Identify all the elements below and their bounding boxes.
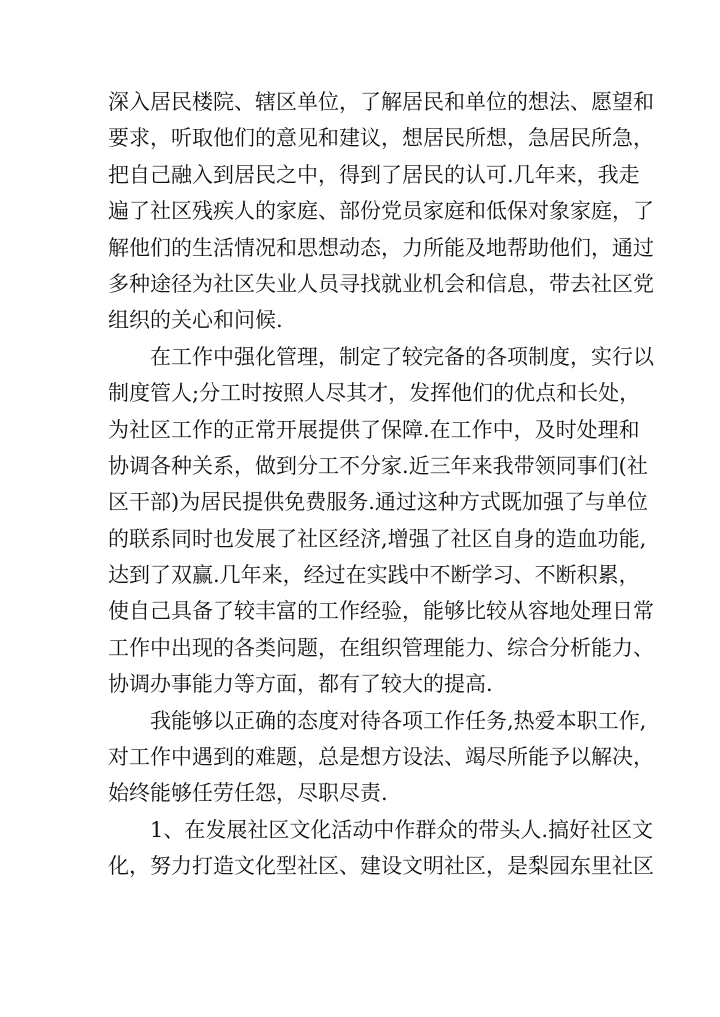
text-line: 为社区工作的正常开展提供了保障.在工作中，及时处理和 [108, 417, 640, 442]
text-line: 遍了社区残疾人的家庭、部份党员家庭和低保对象家庭，了 [108, 199, 654, 224]
text-line: 化，努力打造文化型社区、建设文明社区，是梨园东里社区 [108, 854, 654, 879]
text-line: 要求，听取他们的意见和建议，想居民所想，急居民所急， [108, 126, 654, 151]
text-line: 的联系同时也发展了社区经济,增强了社区自身的造血功能, [108, 526, 647, 551]
paragraph-1 [108, 84, 654, 339]
paragraph-4 [108, 812, 654, 885]
text-line: 把自己融入到居民之中，得到了居民的认可.几年来，我走 [108, 162, 640, 187]
text-line: 使自己具备了较丰富的工作经验，能够比较从容地处理日常 [108, 599, 654, 624]
text-line: 解他们的生活情况和思想动态，力所能及地帮助他们，通过 [108, 235, 654, 260]
text-line: 1、在发展社区文化活动中作群众的带头人.搞好社区文 [150, 817, 654, 842]
body-text [108, 84, 654, 885]
text-line: 协调各种关系，做到分工不分家.近三年来我带领同事们(社 [108, 453, 648, 478]
text-line: 始终能够任劳任怨，尽职尽责. [108, 781, 388, 806]
text-line: 在工作中强化管理，制定了较完备的各项制度，实行以 [150, 344, 654, 369]
paragraph-2 [108, 339, 654, 703]
text-line: 协调办事能力等方面，都有了较大的提高. [108, 672, 493, 697]
text-line: 区干部)为居民提供免费服务.通过这种方式既加强了与单位 [108, 490, 648, 515]
text-line: 组织的关心和问候. [108, 308, 283, 333]
text-line: 深入居民楼院、辖区单位，了解居民和单位的想法、愿望和 [108, 90, 654, 114]
text-line: 我能够以正确的态度对待各项工作任务,热爱本职工作, [150, 708, 647, 733]
text-line: 制度管人;分工时按照人尽其才，发挥他们的优点和长处， [108, 381, 641, 406]
text-line: 对工作中遇到的难题，总是想方设法、竭尽所能予以解决， [108, 745, 654, 770]
text-line: 多种途径为社区失业人员寻找就业机会和信息，带去社区党 [108, 271, 654, 296]
text-line: 达到了双赢.几年来，经过在实践中不断学习、不断积累， [108, 563, 640, 588]
text-line: 工作中出现的各类问题，在组织管理能力、综合分析能力、 [108, 635, 654, 660]
paragraph-3 [108, 703, 654, 812]
